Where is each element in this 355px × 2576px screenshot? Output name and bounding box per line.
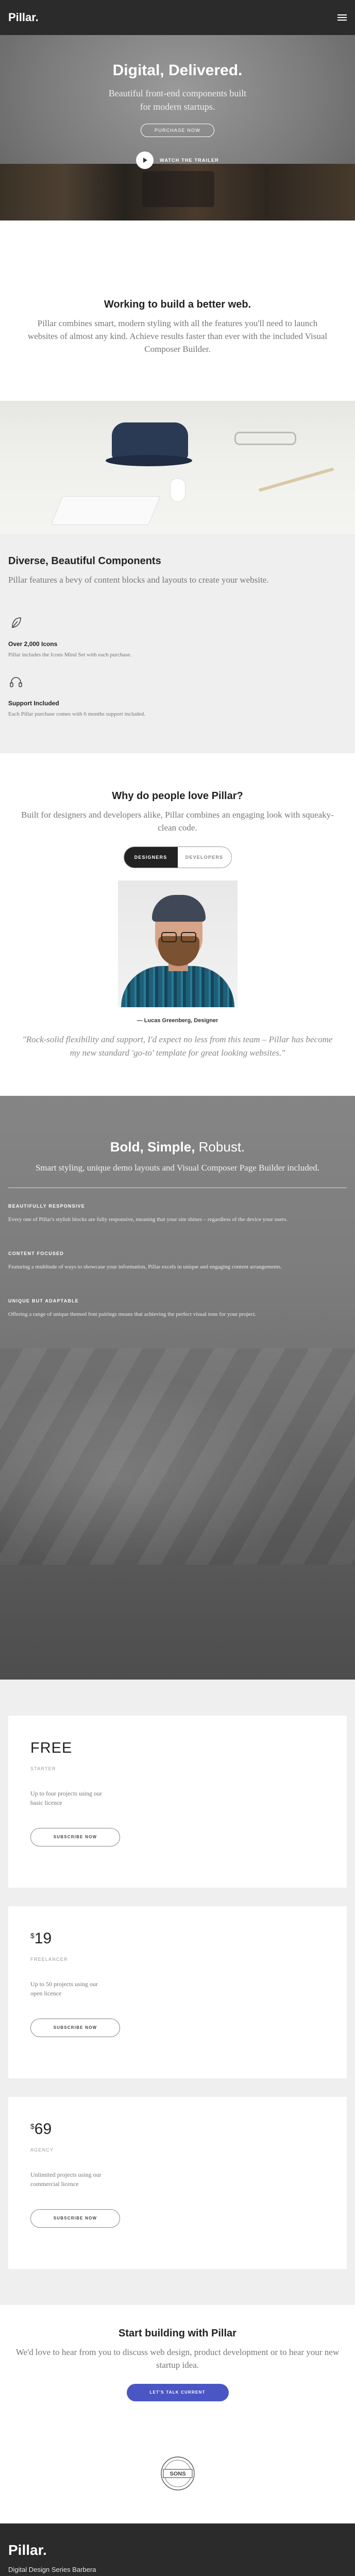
testimonial-author: — Lucas Greenberg, Designer bbox=[137, 1018, 218, 1024]
logo[interactable]: Pillar. bbox=[8, 11, 39, 24]
intro-section bbox=[0, 221, 355, 401]
plan-description: Up to 50 projects using our open licence bbox=[30, 1980, 98, 1997]
cap-brim-shape bbox=[106, 455, 192, 466]
features-text: Pillar features a bevy of content blocks and layouts to create your website. bbox=[8, 575, 269, 585]
bold-point bbox=[8, 1204, 347, 1224]
point-title: UNIQUE BUT ADAPTABLE bbox=[8, 1298, 79, 1303]
point-text: Offering a range of unique themed font pairings means that achieving the perfect visual tone for your project. bbox=[8, 1311, 257, 1317]
hero-background-image bbox=[0, 164, 355, 221]
testimonial-intro: Built for designers and developers alike, Pillar combines an engaging look with squeaky-clean code. bbox=[21, 810, 334, 833]
hero-section bbox=[0, 35, 355, 221]
bold-section bbox=[0, 1096, 355, 1680]
hero-title: Digital, Delivered. bbox=[112, 62, 243, 79]
features-title: Diverse, Beautiful Components bbox=[8, 555, 161, 567]
feature-item bbox=[8, 674, 347, 717]
testimonial-title: Why do people love Pillar? bbox=[112, 790, 243, 802]
glasses-shape bbox=[234, 432, 296, 445]
bold-text: Smart styling, unique demo layouts and Visual Composer Page Builder included. bbox=[35, 1163, 320, 1173]
cta-title: Start building with Pillar bbox=[119, 2328, 236, 2339]
feature-title: Support Included bbox=[8, 700, 59, 707]
feature-text: Each Pillar purchase comes with 6 months support included. bbox=[8, 711, 146, 717]
pricing-section bbox=[0, 1680, 355, 2305]
pricing-card-free bbox=[8, 1716, 347, 1888]
intro-text: Pillar combines smart, modern styling with all the features you'll need to launch websites of almost any kind. Achieve results faster than ever with the included Visual Composer Builder. bbox=[27, 318, 328, 354]
bold-title: Bold, Simple, Robust. bbox=[110, 1139, 245, 1155]
bold-point bbox=[8, 1298, 347, 1319]
audience-tabs bbox=[124, 846, 232, 868]
footer-tagline: Digital Design Series Barbera bbox=[8, 2566, 96, 2573]
subscribe-button[interactable]: SUBSCRIBE NOW bbox=[30, 2209, 120, 2228]
bold-point bbox=[8, 1251, 347, 1272]
subscribe-button[interactable]: SUBSCRIBE NOW bbox=[30, 2019, 120, 2037]
workspace-image bbox=[0, 401, 355, 534]
top-navbar bbox=[0, 0, 355, 35]
intro-title: Working to build a better web. bbox=[104, 299, 251, 310]
plan-price: $19 bbox=[30, 1930, 52, 1947]
mouse-shape bbox=[170, 478, 185, 502]
badge-area bbox=[0, 2432, 355, 2523]
testimonial-section bbox=[0, 753, 355, 1096]
hero-subtitle: Beautiful front-end components built for modern startups. bbox=[108, 88, 247, 112]
footer bbox=[0, 2523, 355, 2576]
pencil-shape bbox=[259, 467, 334, 492]
tab-designers[interactable]: DESIGNERS bbox=[124, 847, 178, 868]
plan-description: Up to four projects using our basic licence bbox=[30, 1790, 102, 1806]
plan-tier: AGENCY bbox=[30, 2147, 54, 2153]
footer-logo[interactable]: Pillar. bbox=[8, 2542, 47, 2558]
leaf-icon bbox=[8, 615, 24, 631]
feature-title: Over 2,000 Icons bbox=[8, 640, 58, 648]
testimonial-portrait bbox=[118, 880, 238, 1007]
feature-item bbox=[8, 615, 347, 658]
point-title: CONTENT FOCUSED bbox=[8, 1251, 64, 1256]
tab-developers[interactable]: DEVELOPERS bbox=[178, 847, 231, 868]
cap-shape bbox=[112, 422, 188, 460]
plan-tier: FREELANCER bbox=[30, 1957, 68, 1962]
sons-badge-logo bbox=[156, 2452, 199, 2495]
watch-trailer-link[interactable]: WATCH THE TRAILER bbox=[160, 158, 219, 163]
pricing-card-agency bbox=[8, 2097, 347, 2269]
point-text: Featuring a multitude of ways to showcase your information, Pillar excels in unique and engaging content arrangements. bbox=[8, 1264, 282, 1270]
hamburger-icon[interactable] bbox=[337, 14, 347, 21]
plan-price: $69 bbox=[30, 2121, 52, 2138]
keyboard-shape bbox=[51, 496, 161, 525]
pricing-card-freelancer bbox=[8, 1906, 347, 2078]
play-icon[interactable] bbox=[136, 151, 154, 169]
contact-button[interactable]: LET'S TALK CURRENT bbox=[127, 2384, 229, 2401]
purchase-button[interactable]: PURCHASE NOW bbox=[141, 124, 214, 137]
point-text: Every one of Pillar's stylish blocks are fully responsive, meaning that your site shines – regardless of the device your users. bbox=[8, 1216, 288, 1223]
features-section bbox=[0, 534, 355, 753]
plan-tier: STARTER bbox=[30, 1766, 56, 1771]
feature-text: Pillar includes the Icons Mind Set with each purchase. bbox=[8, 652, 132, 658]
plan-description: Unlimited projects using our commercial licence bbox=[30, 2171, 102, 2188]
plan-price: FREE bbox=[30, 1740, 73, 1756]
cta-section bbox=[0, 2305, 355, 2432]
point-title: BEAUTIFULLY RESPONSIVE bbox=[8, 1204, 85, 1209]
svg-text:SONS: SONS bbox=[169, 2471, 186, 2477]
testimonial-quote: "Rock-solid flexibility and support, I'd expect no less from this team – Pillar has become my new standard 'go-to' template for great looking websites." bbox=[22, 1035, 333, 1058]
headset-icon bbox=[8, 674, 24, 690]
cta-text: We'd love to hear from you to discuss web design, product development or to hear your new startup idea. bbox=[15, 2347, 340, 2370]
subscribe-button[interactable]: SUBSCRIBE NOW bbox=[30, 1828, 120, 1846]
